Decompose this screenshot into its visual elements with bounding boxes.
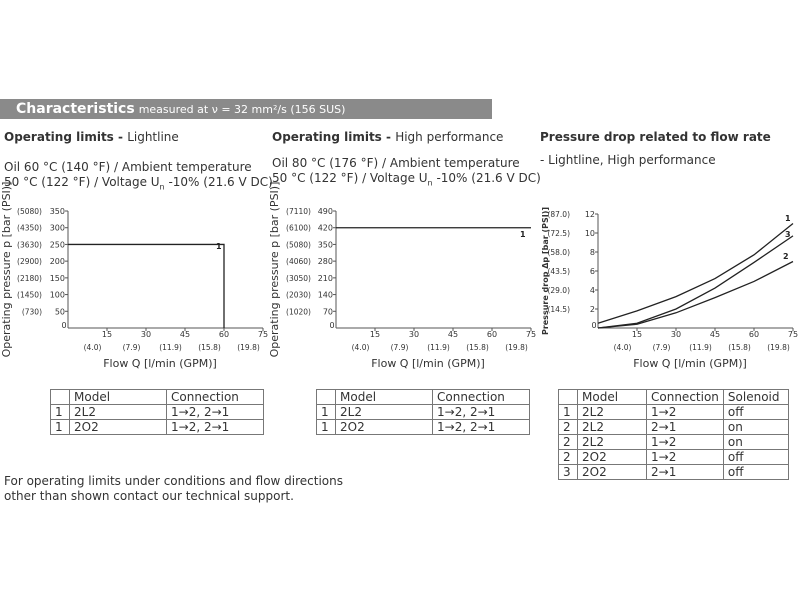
table-header-cell: Model bbox=[578, 390, 647, 405]
x-tick-label: 75 bbox=[257, 330, 269, 339]
y-tick-label: 10 bbox=[584, 229, 595, 238]
x-tick-label-gpm: (7.9) bbox=[122, 343, 141, 352]
table-cell: 2L2 bbox=[336, 405, 433, 420]
table-cell: 2O2 bbox=[70, 420, 167, 435]
table-cell: 2→1 bbox=[647, 420, 724, 435]
y-tick-label-psi: (2030) bbox=[286, 290, 311, 300]
condition-text: 50 °C (122 °F) / Voltage U bbox=[272, 171, 428, 185]
x-tick-label: 15 bbox=[369, 330, 381, 339]
y-tick-label-psi: (29.0) bbox=[547, 286, 570, 295]
x-tick-label-gpm: (4.0) bbox=[613, 343, 632, 352]
condition-line-1: Oil 80 °C (176 °F) / Ambient temperature bbox=[272, 156, 520, 170]
table-cell: 1 bbox=[51, 405, 70, 420]
table-row bbox=[559, 465, 789, 480]
y-tick-label-psi: (2180) bbox=[17, 273, 42, 283]
table-row bbox=[51, 405, 264, 420]
table-header-cell bbox=[559, 390, 578, 405]
y-tick-label: 70 bbox=[322, 307, 333, 317]
y-tick-label: 210 bbox=[317, 273, 333, 283]
table-header-row bbox=[51, 390, 264, 405]
x-tick-label: 60 bbox=[748, 330, 760, 339]
table-header-cell: Model bbox=[336, 390, 433, 405]
y-tick-label-psi: (58.0) bbox=[547, 248, 570, 257]
y-tick-label: 140 bbox=[317, 290, 333, 300]
model-table-pressure-drop bbox=[558, 389, 789, 480]
series-label: 1 bbox=[520, 230, 526, 239]
table-row bbox=[317, 420, 530, 435]
table-row bbox=[559, 450, 789, 465]
table-cell: 1 bbox=[559, 405, 578, 420]
table-row bbox=[559, 435, 789, 450]
series-label: 2 bbox=[783, 252, 789, 261]
condition-text-end: -10% (21.6 V DC) bbox=[432, 171, 541, 185]
x-tick-label: 75 bbox=[525, 330, 537, 339]
y-tick-label: 350 bbox=[49, 207, 65, 216]
y-tick-label: 4 bbox=[589, 286, 595, 295]
table-cell: 1→2, 2→1 bbox=[433, 405, 530, 420]
condition-line-1: - Lightline, High performance bbox=[540, 153, 716, 167]
table-header-cell: Model bbox=[70, 390, 167, 405]
x-tick-label-gpm: (15.8) bbox=[466, 343, 489, 352]
y-tick-label: 12 bbox=[584, 210, 595, 219]
x-axis-label: Flow Q [l/min (GPM)] bbox=[371, 357, 485, 370]
header-title: Characteristics bbox=[16, 101, 135, 117]
y-tick-label-psi: (87.0) bbox=[547, 210, 570, 219]
table-cell: 2O2 bbox=[578, 465, 647, 480]
y-tick-label-psi: (43.5) bbox=[547, 267, 570, 276]
y-tick-label-psi: (2900) bbox=[17, 257, 42, 267]
x-tick-label: 0 bbox=[329, 321, 335, 330]
condition-text: 50 °C (122 °F) / Voltage U bbox=[4, 175, 160, 189]
series-label: 1 bbox=[785, 214, 791, 223]
table-header-cell: Connection bbox=[167, 390, 264, 405]
y-tick-label-psi: (730) bbox=[21, 307, 42, 317]
y-tick-label: 100 bbox=[49, 290, 65, 300]
x-tick-label-gpm: (7.9) bbox=[652, 343, 671, 352]
model-table-high-performance bbox=[316, 389, 530, 435]
condition-subscript: n bbox=[427, 178, 433, 188]
table-row bbox=[559, 405, 789, 420]
x-tick-label: 15 bbox=[101, 330, 113, 339]
y-tick-label-psi: (4350) bbox=[17, 223, 42, 233]
y-axis-label: Operating pressure p [bar (PSI)] bbox=[268, 181, 281, 358]
table-header-cell bbox=[317, 390, 336, 405]
condition-text-end: -10% (21.6 V DC) bbox=[164, 175, 273, 189]
section-title-text: Operating limits - bbox=[272, 130, 391, 144]
section-title-text: Pressure drop related to flow rate bbox=[540, 130, 771, 144]
x-tick-label-gpm: (4.0) bbox=[83, 343, 102, 352]
table-header-cell: Connection bbox=[647, 390, 724, 405]
table-cell: 2 bbox=[559, 435, 578, 450]
table-header-row bbox=[559, 390, 789, 405]
y-tick-label: 300 bbox=[49, 223, 65, 233]
x-tick-label: 45 bbox=[447, 330, 459, 339]
table-cell: 2L2 bbox=[578, 405, 647, 420]
x-tick-label-gpm: (15.8) bbox=[198, 343, 221, 352]
x-tick-label-gpm: (19.8) bbox=[237, 343, 260, 352]
table-header-cell: Solenoid bbox=[723, 390, 788, 405]
y-tick-label-psi: (5080) bbox=[17, 207, 42, 216]
condition-subscript: n bbox=[159, 182, 165, 192]
x-tick-label-gpm: (4.0) bbox=[351, 343, 370, 352]
x-tick-label: 30 bbox=[408, 330, 420, 339]
x-tick-label-gpm: (15.8) bbox=[728, 343, 751, 352]
y-axis-label: Pressure drop Δp [bar (PSI)] bbox=[541, 206, 550, 336]
table-header-row bbox=[317, 390, 530, 405]
x-tick-label: 30 bbox=[670, 330, 682, 339]
y-tick-label: 250 bbox=[49, 240, 65, 250]
series-line-2 bbox=[598, 262, 793, 329]
y-tick-label-psi: (3630) bbox=[17, 240, 42, 250]
x-tick-label-gpm: (11.9) bbox=[427, 343, 450, 352]
series-label: 1 bbox=[216, 242, 222, 251]
x-tick-label-gpm: (11.9) bbox=[159, 343, 182, 352]
table-cell: 1 bbox=[317, 405, 336, 420]
table-cell: 1→2 bbox=[647, 435, 724, 450]
x-tick-label: 60 bbox=[218, 330, 230, 339]
table-cell: 1→2 bbox=[647, 405, 724, 420]
table-cell: 2 bbox=[559, 420, 578, 435]
y-tick-label: 150 bbox=[49, 273, 65, 283]
table-cell: on bbox=[723, 420, 788, 435]
x-tick-label: 0 bbox=[61, 321, 67, 330]
table-cell: 2O2 bbox=[336, 420, 433, 435]
x-axis-label: Flow Q [l/min (GPM)] bbox=[103, 357, 217, 370]
table-cell: 2 bbox=[559, 450, 578, 465]
x-tick-label: 0 bbox=[591, 321, 597, 330]
series-line-1 bbox=[68, 244, 224, 328]
table-cell: 1→2, 2→1 bbox=[167, 405, 264, 420]
condition-line-1: Oil 60 °C (140 °F) / Ambient temperature bbox=[4, 160, 252, 174]
x-tick-label: 75 bbox=[787, 330, 799, 339]
table-row bbox=[559, 420, 789, 435]
x-tick-label: 30 bbox=[140, 330, 152, 339]
y-tick-label-psi: (1450) bbox=[17, 290, 42, 300]
model-table-lightline bbox=[50, 389, 264, 435]
y-tick-label: 2 bbox=[589, 305, 595, 314]
y-tick-label: 200 bbox=[49, 257, 65, 267]
footnote bbox=[4, 474, 343, 504]
table-cell: 1 bbox=[317, 420, 336, 435]
table-cell: 1→2, 2→1 bbox=[433, 420, 530, 435]
x-tick-label: 45 bbox=[709, 330, 721, 339]
section-title-text: Operating limits - bbox=[4, 130, 123, 144]
x-tick-label: 15 bbox=[631, 330, 643, 339]
y-tick-label: 50 bbox=[54, 307, 65, 317]
x-tick-label: 45 bbox=[179, 330, 191, 339]
y-tick-label-psi: (72.5) bbox=[547, 229, 570, 238]
x-tick-label-gpm: (11.9) bbox=[689, 343, 712, 352]
y-tick-label: 6 bbox=[589, 267, 595, 276]
table-cell: 2L2 bbox=[578, 435, 647, 450]
table-cell: 2O2 bbox=[578, 450, 647, 465]
y-tick-label: 350 bbox=[317, 240, 333, 250]
table-cell: off bbox=[723, 405, 788, 420]
header-subtitle: measured at ν = 32 mm²/s (156 SUS) bbox=[138, 103, 346, 116]
y-tick-label: 8 bbox=[589, 248, 595, 257]
y-tick-label: 490 bbox=[317, 207, 333, 216]
series-label: 3 bbox=[785, 230, 791, 239]
y-tick-label: 420 bbox=[317, 223, 333, 233]
table-row bbox=[317, 405, 530, 420]
y-tick-label: 280 bbox=[317, 257, 333, 267]
table-cell: 2→1 bbox=[647, 465, 724, 480]
table-header-cell bbox=[51, 390, 70, 405]
y-tick-label-psi: (7110) bbox=[286, 207, 311, 216]
x-tick-label-gpm: (19.8) bbox=[767, 343, 790, 352]
x-tick-label-gpm: (7.9) bbox=[390, 343, 409, 352]
x-tick-label-gpm: (19.8) bbox=[505, 343, 528, 352]
footnote-line-2: other than shown contact our technical support. bbox=[4, 489, 294, 503]
table-cell: on bbox=[723, 435, 788, 450]
section-title-suffix: Lightline bbox=[127, 130, 179, 144]
series-line-1 bbox=[598, 224, 793, 324]
table-header-cell: Connection bbox=[433, 390, 530, 405]
y-tick-label-psi: (3050) bbox=[286, 273, 311, 283]
section-title-suffix: High performance bbox=[395, 130, 504, 144]
table-cell: 1 bbox=[51, 420, 70, 435]
y-tick-label-psi: (4060) bbox=[286, 257, 311, 267]
table-row bbox=[51, 420, 264, 435]
x-axis-label: Flow Q [l/min (GPM)] bbox=[633, 357, 747, 370]
x-tick-label: 60 bbox=[486, 330, 498, 339]
table-cell: 2L2 bbox=[578, 420, 647, 435]
y-tick-label-psi: (5080) bbox=[286, 240, 311, 250]
table-cell: 1→2, 2→1 bbox=[167, 420, 264, 435]
y-tick-label-psi: (1020) bbox=[286, 307, 311, 317]
y-tick-label-psi: (6100) bbox=[286, 223, 311, 233]
y-tick-label-psi: (14.5) bbox=[547, 305, 570, 314]
y-axis-label: Operating pressure p [bar (PSI)] bbox=[0, 181, 13, 358]
table-cell: 3 bbox=[559, 465, 578, 480]
table-cell: 2L2 bbox=[70, 405, 167, 420]
table-cell: off bbox=[723, 450, 788, 465]
table-cell: 1→2 bbox=[647, 450, 724, 465]
footnote-line-1: For operating limits under conditions and flow directions bbox=[4, 474, 343, 488]
table-cell: off bbox=[723, 465, 788, 480]
